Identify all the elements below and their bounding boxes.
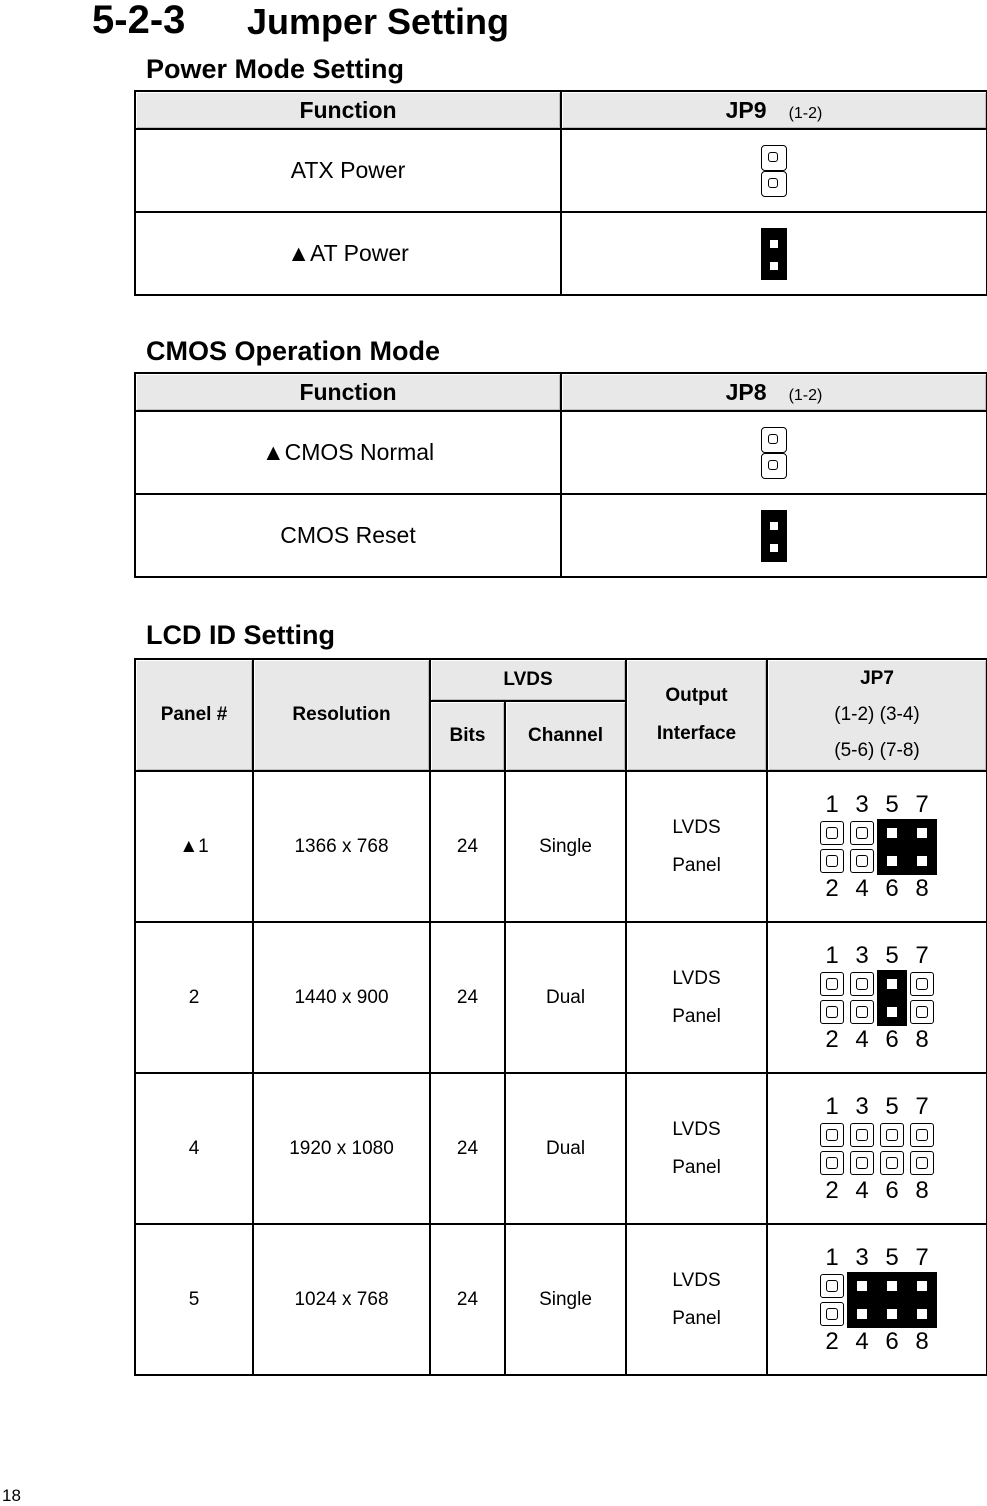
jumper-cell: [561, 212, 987, 295]
pin-number: 6: [885, 1176, 899, 1204]
pin-number: 1: [825, 1092, 839, 1120]
power-mode-table: [134, 90, 987, 296]
jumper-pair-closed-icon: [847, 1272, 877, 1328]
function-cell: ▲CMOS Normal: [135, 411, 561, 494]
jumper-pair-open-icon: [907, 1121, 937, 1177]
cmos-mode-table: [134, 372, 987, 578]
pin-number: 4: [855, 1025, 869, 1053]
jumper-closed-icon: [761, 510, 787, 562]
channel-header: Channel: [505, 701, 626, 771]
pin-number: 2: [825, 1176, 839, 1204]
panel-cell: 5: [135, 1224, 253, 1375]
function-header: Function: [135, 373, 561, 411]
pin-number: 5: [885, 1092, 899, 1120]
table-row: [135, 411, 987, 494]
channel-cell: Dual: [505, 1073, 626, 1224]
bits-cell: 24: [430, 922, 505, 1073]
pin-number: 8: [915, 1025, 929, 1053]
section-number: 5-2-3: [92, 0, 186, 42]
pin-number: 8: [915, 1327, 929, 1355]
function-cell: ▲AT Power: [135, 212, 561, 295]
jumper-diagram: [817, 791, 937, 903]
jumper-pair-open-icon: [847, 970, 877, 1026]
output-line1: LVDS: [672, 1118, 721, 1140]
jumper-cell: [561, 129, 987, 212]
jumper-pair-closed-icon: [877, 1272, 907, 1328]
table-row: [135, 212, 987, 295]
table-row: [135, 922, 987, 1073]
jumper-diagram: [817, 1093, 937, 1205]
output-line2: Panel: [672, 1156, 721, 1178]
pin-number: 6: [885, 874, 899, 902]
cmos-mode-title: CMOS Operation Mode: [146, 336, 441, 366]
jumper-diagram: [817, 1244, 937, 1356]
cmos-mode-header-row: [135, 373, 987, 411]
table-row: [135, 771, 987, 922]
power-mode-title: Power Mode Setting: [146, 54, 405, 84]
jumper-pair-open-icon: [817, 819, 847, 875]
jumper-pair-open-icon: [907, 970, 937, 1026]
output-interface-cell: [626, 922, 767, 1073]
jumper-pair-closed-icon: [907, 1272, 937, 1328]
pin-number: 2: [825, 874, 839, 902]
jumper-header: [561, 91, 987, 129]
function-header: Function: [135, 91, 561, 129]
jumper-cell: [561, 494, 987, 577]
lvds-header: LVDS: [430, 659, 626, 701]
panel-cell: ▲1: [135, 771, 253, 922]
jumper-pair-open-icon: [817, 1121, 847, 1177]
jumper-cell: [767, 1073, 987, 1224]
pin-number: 7: [915, 1243, 929, 1271]
jumper-pair-open-icon: [817, 970, 847, 1026]
function-cell: CMOS Reset: [135, 494, 561, 577]
jumper-cell: [561, 411, 987, 494]
pin-number: 2: [825, 1327, 839, 1355]
jumper-cell: [767, 922, 987, 1073]
jumper-pair-open-icon: [847, 819, 877, 875]
pin-number: 7: [915, 941, 929, 969]
jumper-name: JP9: [725, 96, 767, 123]
panel-cell: 2: [135, 922, 253, 1073]
pin-number: 3: [855, 1243, 869, 1271]
jumper-pair-open-icon: [817, 1272, 847, 1328]
page-number: 18: [2, 1486, 21, 1505]
resolution-cell: 1024 x 768: [253, 1224, 430, 1375]
resolution-header: Resolution: [253, 659, 430, 771]
resolution-cell: 1440 x 900: [253, 922, 430, 1073]
jp7-pins-line2: (1-2) (3-4): [834, 704, 920, 725]
pin-number: 5: [885, 790, 899, 818]
table-row: [135, 494, 987, 577]
pin-number: 1: [825, 941, 839, 969]
output-header-line1: Output: [665, 685, 728, 706]
jp7-header: [767, 659, 987, 771]
pin-number: 7: [915, 790, 929, 818]
jumper-pair-open-icon: [877, 1121, 907, 1177]
jp7-pins-line3: (5-6) (7-8): [834, 740, 920, 761]
table-row: [135, 129, 987, 212]
pin-number: 3: [855, 790, 869, 818]
channel-cell: Single: [505, 771, 626, 922]
section-title: Jumper Setting: [247, 1, 510, 42]
output-line2: Panel: [672, 854, 721, 876]
jumper-diagram: [817, 942, 937, 1054]
pin-number: 8: [915, 1176, 929, 1204]
jumper-pair-closed-icon: [877, 970, 907, 1026]
lcd-id-title: LCD ID Setting: [146, 620, 335, 650]
table-row: [135, 1224, 987, 1375]
panel-header: Panel #: [135, 659, 253, 771]
pin-number: 6: [885, 1025, 899, 1053]
pin-number: 1: [825, 1243, 839, 1271]
bits-cell: 24: [430, 771, 505, 922]
jumper-pins: (1-2): [788, 104, 823, 122]
pin-number: 7: [915, 1092, 929, 1120]
channel-cell: Single: [505, 1224, 626, 1375]
table-row: [135, 1073, 987, 1224]
output-interface-cell: [626, 1073, 767, 1224]
jumper-open-icon: [761, 145, 787, 197]
lcd-id-table: [134, 658, 987, 1376]
output-line2: Panel: [672, 1307, 721, 1329]
output-line1: LVDS: [672, 1269, 721, 1291]
channel-cell: Dual: [505, 922, 626, 1073]
pin-number: 4: [855, 1176, 869, 1204]
resolution-cell: 1920 x 1080: [253, 1073, 430, 1224]
panel-cell: 4: [135, 1073, 253, 1224]
pin-number: 1: [825, 790, 839, 818]
output-interface-cell: [626, 771, 767, 922]
pin-number: 2: [825, 1025, 839, 1053]
jumper-pair-closed-icon: [877, 819, 907, 875]
resolution-cell: 1366 x 768: [253, 771, 430, 922]
jumper-cell: [767, 1224, 987, 1375]
jumper-cell: [767, 771, 987, 922]
pin-number: 3: [855, 1092, 869, 1120]
jp7-name: JP7: [860, 668, 894, 689]
pin-number: 5: [885, 941, 899, 969]
jumper-header: [561, 373, 987, 411]
bits-cell: 24: [430, 1224, 505, 1375]
output-line1: LVDS: [672, 816, 721, 838]
output-header-line2: Interface: [656, 723, 737, 744]
output-interface-cell: [626, 1224, 767, 1375]
pin-number: 8: [915, 874, 929, 902]
pin-number: 5: [885, 1243, 899, 1271]
pin-number: 3: [855, 941, 869, 969]
bits-header: Bits: [430, 701, 505, 771]
function-cell: ATX Power: [135, 129, 561, 212]
output-line2: Panel: [672, 1005, 721, 1027]
jumper-name: JP8: [725, 378, 767, 405]
output-line1: LVDS: [672, 967, 721, 989]
jumper-pair-open-icon: [847, 1121, 877, 1177]
lcd-header-row-1: [135, 659, 987, 701]
pin-number: 4: [855, 1327, 869, 1355]
bits-cell: 24: [430, 1073, 505, 1224]
jumper-closed-icon: [761, 228, 787, 280]
jumper-open-icon: [761, 427, 787, 479]
pin-number: 4: [855, 874, 869, 902]
jumper-pins: (1-2): [788, 386, 823, 404]
pin-number: 6: [885, 1327, 899, 1355]
jumper-pair-closed-icon: [907, 819, 937, 875]
output-interface-header: [626, 659, 767, 771]
power-mode-header-row: [135, 91, 987, 129]
